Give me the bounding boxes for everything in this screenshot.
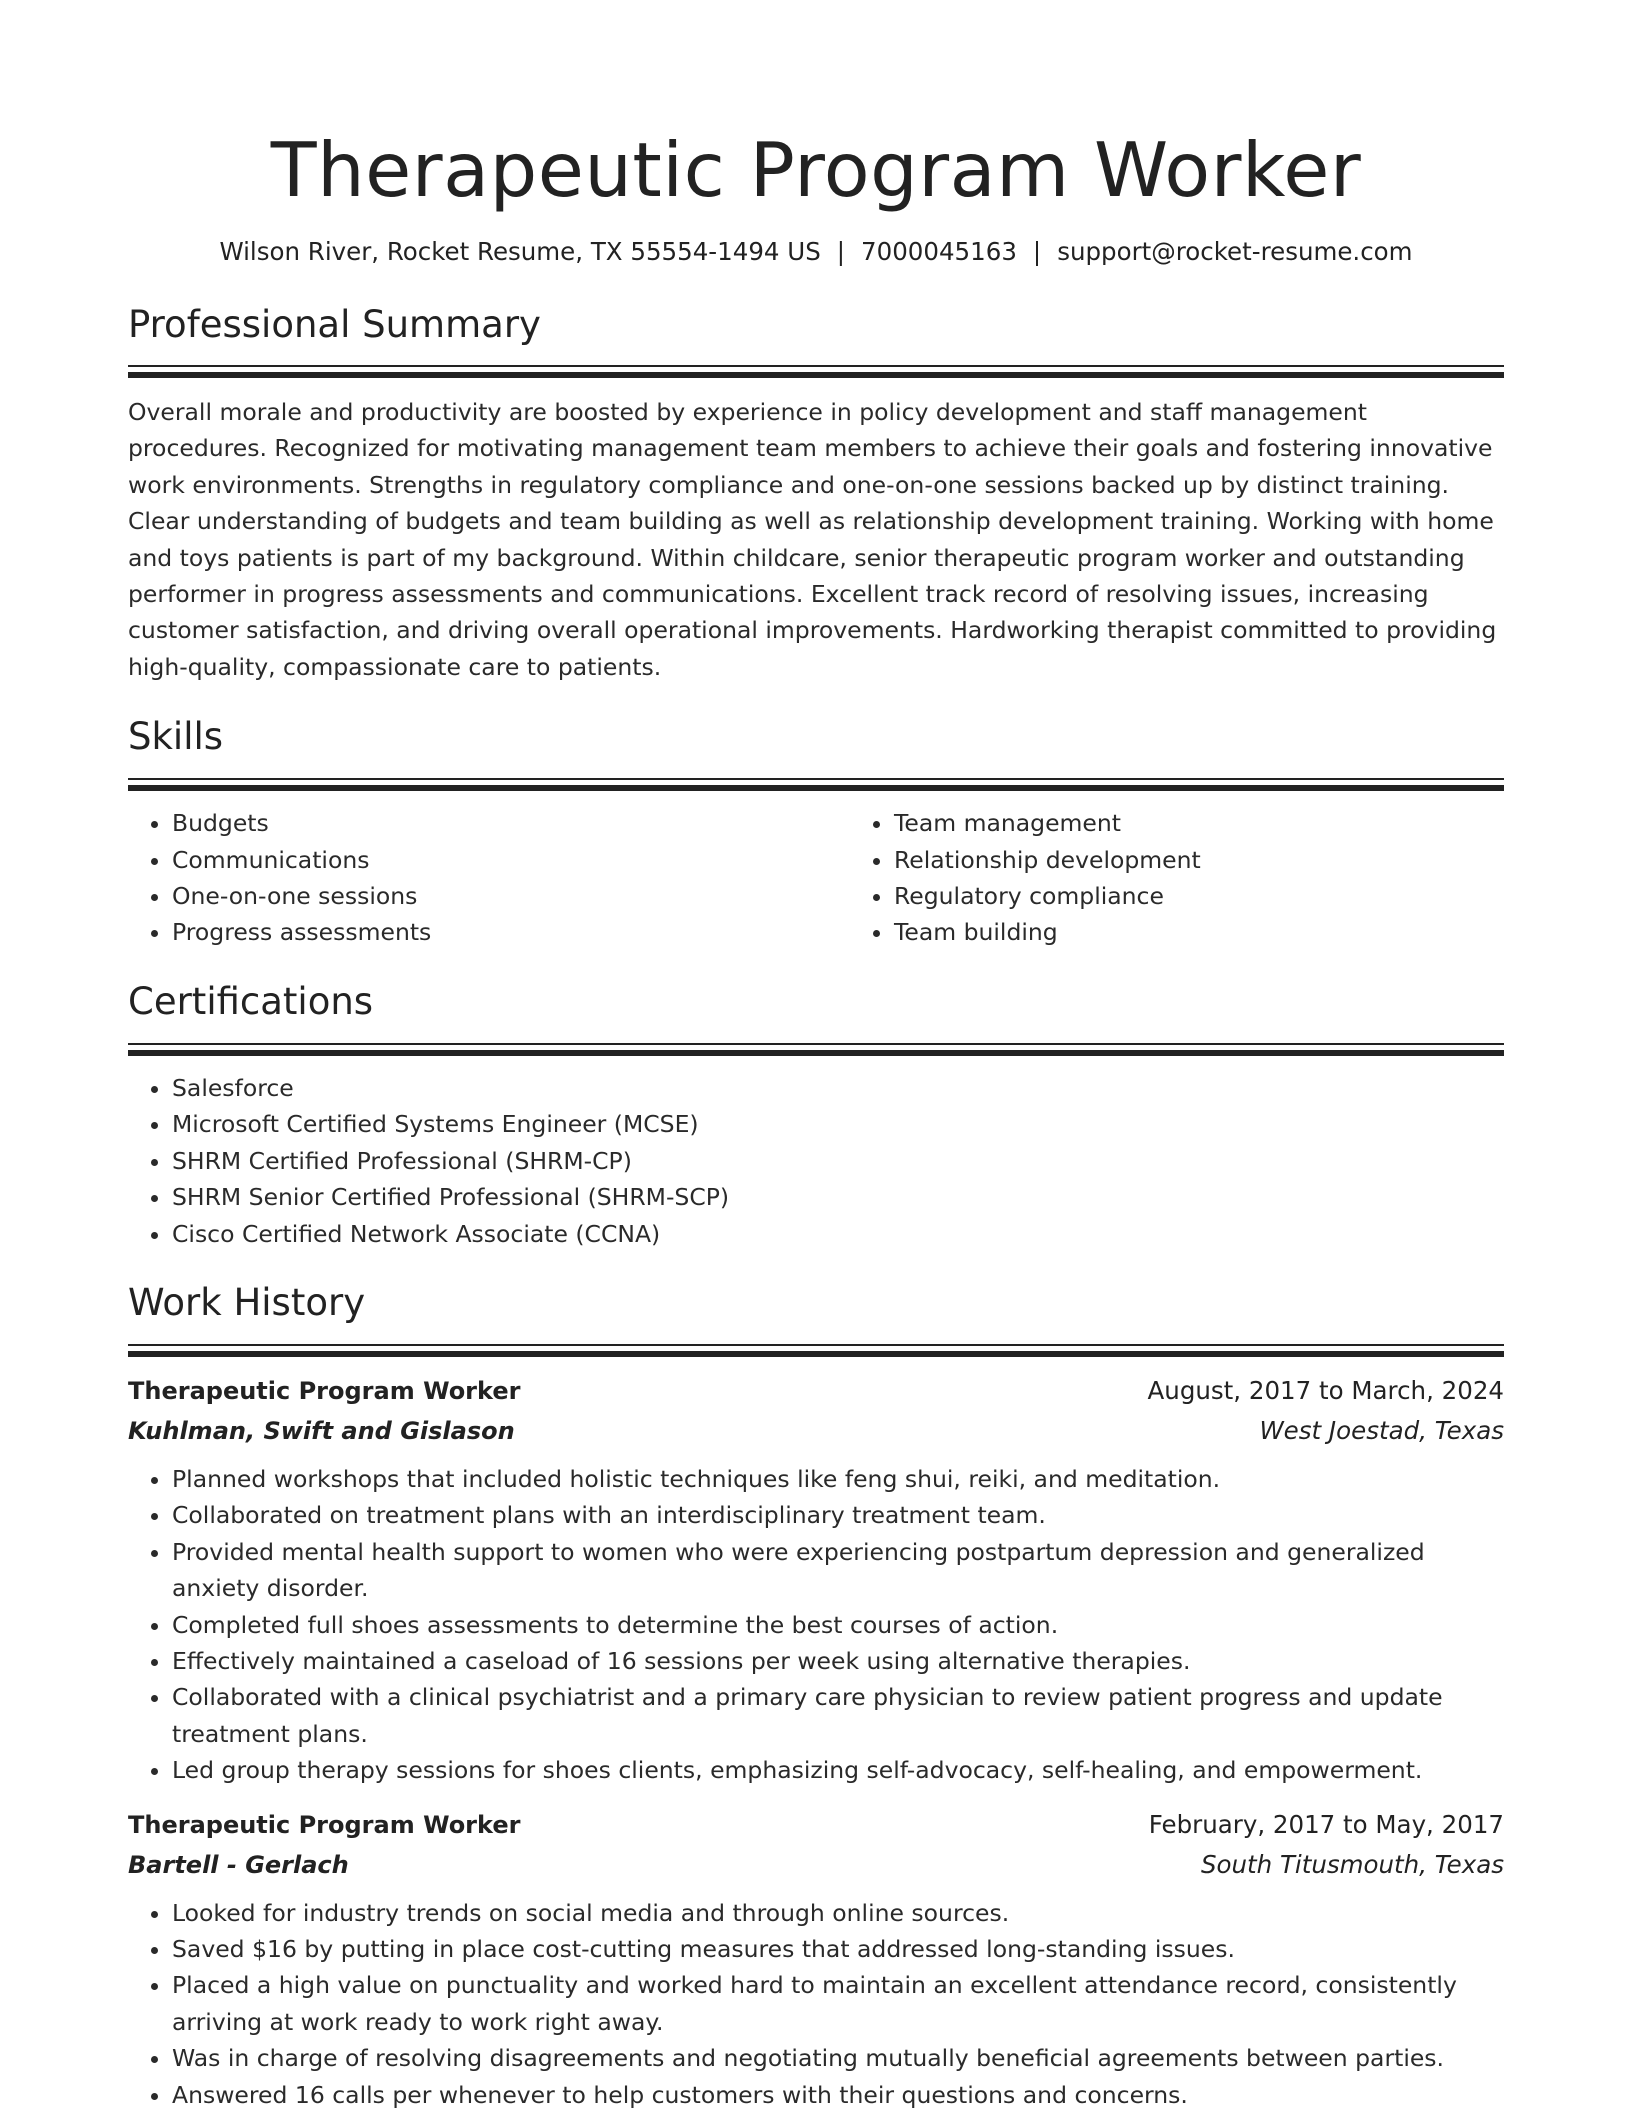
certifications-section: [128, 977, 1504, 1252]
job-title: Therapeutic Program Worker: [128, 1376, 521, 1405]
skill-item: • One-on-one sessions: [172, 878, 850, 914]
certification-item: • Cisco Certified Network Associate (CCNA): [172, 1216, 1504, 1252]
skill-item: • Relationship development: [894, 842, 1572, 878]
job-dates: August, 2017 to March, 2024: [1147, 1375, 1504, 1405]
job-bullet: • Answered 16 calls per whenever to help customers with their questions and concerns.: [172, 2077, 1504, 2113]
certification-item: • Salesforce: [172, 1070, 1504, 1106]
section-divider: [128, 365, 1504, 378]
certification-item: • Microsoft Certified Systems Engineer (MCSE): [172, 1106, 1504, 1142]
job-bullet: • Saved $16 by putting in place cost-cutting measures that addressed long-standing issues.: [172, 1931, 1504, 1967]
job-bullet: • Provided mental health support to women who were experiencing postpartum depression and generalized anxiety disorder.: [172, 1534, 1504, 1607]
job-company: Kuhlman, Swift and Gislason: [128, 1416, 515, 1445]
candidate-name: Therapeutic Program Worker: [270, 126, 1362, 214]
skills-heading: Skills: [128, 715, 224, 759]
work-history-section: [128, 1278, 1504, 2113]
skills-section: [128, 712, 1504, 951]
job-subheader: [128, 1845, 1504, 1885]
job-company: Bartell - Gerlach: [128, 1850, 349, 1879]
job-bullet: • Placed a high value on punctuality and worked hard to maintain an excellent attendance record, consistently arriving at work ready to work right away.: [172, 1967, 1504, 2040]
work-history-heading: Work History: [128, 1280, 366, 1324]
job-bullet: • Was in charge of resolving disagreements and negotiating mutually beneficial agreements between parties.: [172, 2040, 1504, 2076]
job-subheader: [128, 1411, 1504, 1451]
contact-line: [128, 234, 1504, 270]
contact-separator: |: [836, 237, 846, 266]
contact-address: Wilson River, Rocket Resume, TX 55554-1494 US: [219, 237, 821, 266]
summary-section: [128, 300, 1504, 685]
contact-phone: 7000045163: [861, 237, 1017, 266]
skill-item: • Team management: [894, 805, 1572, 841]
contact-email: support@rocket-resume.com: [1057, 237, 1413, 266]
job-bullets: [128, 1461, 1504, 1789]
skill-item: • Progress assessments: [172, 914, 850, 950]
job-bullet: • Led group therapy sessions for shoes clients, emphasizing self-advocacy, self-healing, and empowerment.: [172, 1752, 1504, 1788]
certification-item: • SHRM Senior Certified Professional (SHRM-SCP): [172, 1179, 1504, 1215]
section-divider: [128, 1344, 1504, 1357]
job-bullet: • Planned workshops that included holistic techniques like feng shui, reiki, and meditation.: [172, 1461, 1504, 1497]
skill-item: • Budgets: [172, 805, 850, 841]
summary-text: Overall morale and productivity are boosted by experience in policy development and staff management procedures. Recognized for motivating management team members to achieve their goals and fostering innovative work environments. Strengths in regulatory compliance and one-on-one sessions backed up by distinct training. Clear understanding of budgets and team building as well as relationship development training. Working with home and toys patients is part of my background. Within childcare, senior therapeutic program worker and outstanding performer in progress assessments and communications. Excellent track record of resolving issues, increasing customer satisfaction, and driving overall operational improvements. Hardworking therapist committed to providing high-quality, compassionate care to patients.: [128, 398, 1497, 681]
job-dates: February, 2017 to May, 2017: [1148, 1809, 1504, 1839]
section-divider: [128, 1043, 1504, 1056]
skills-grid: [128, 805, 1504, 951]
skills-column-left: [128, 805, 850, 951]
job-bullet: • Looked for industry trends on social media and through online sources.: [172, 1895, 1504, 1931]
certifications-heading: Certifications: [128, 979, 374, 1023]
certifications-list: [128, 1070, 1504, 1252]
job-header: [128, 1371, 1504, 1411]
job-entry: [128, 1371, 1504, 1789]
contact-separator: |: [1032, 237, 1042, 266]
job-bullet: • Collaborated on treatment plans with an interdisciplinary treatment team.: [172, 1497, 1504, 1533]
skill-item: • Team building: [894, 914, 1572, 950]
resume-page: [128, 0, 1504, 2113]
job-bullet: • Effectively maintained a caseload of 16 sessions per week using alternative therapies.: [172, 1643, 1504, 1679]
skill-item: • Regulatory compliance: [894, 878, 1572, 914]
job-bullets: [128, 1895, 1504, 2113]
job-header: [128, 1805, 1504, 1845]
job-location: West Joestad, Texas: [1259, 1415, 1504, 1445]
skill-item: • Communications: [172, 842, 850, 878]
job-location: South Titusmouth, Texas: [1200, 1849, 1504, 1879]
certification-item: • SHRM Certified Professional (SHRM-CP): [172, 1143, 1504, 1179]
job-bullet: • Collaborated with a clinical psychiatrist and a primary care physician to review patient progress and update treatment plans.: [172, 1679, 1504, 1752]
skills-column-right: [850, 805, 1572, 951]
section-divider: [128, 778, 1504, 791]
summary-heading: Professional Summary: [128, 303, 541, 346]
job-entry: [128, 1805, 1504, 2113]
job-bullet: • Completed full shoes assessments to determine the best courses of action.: [172, 1607, 1504, 1643]
job-title: Therapeutic Program Worker: [128, 1810, 521, 1839]
